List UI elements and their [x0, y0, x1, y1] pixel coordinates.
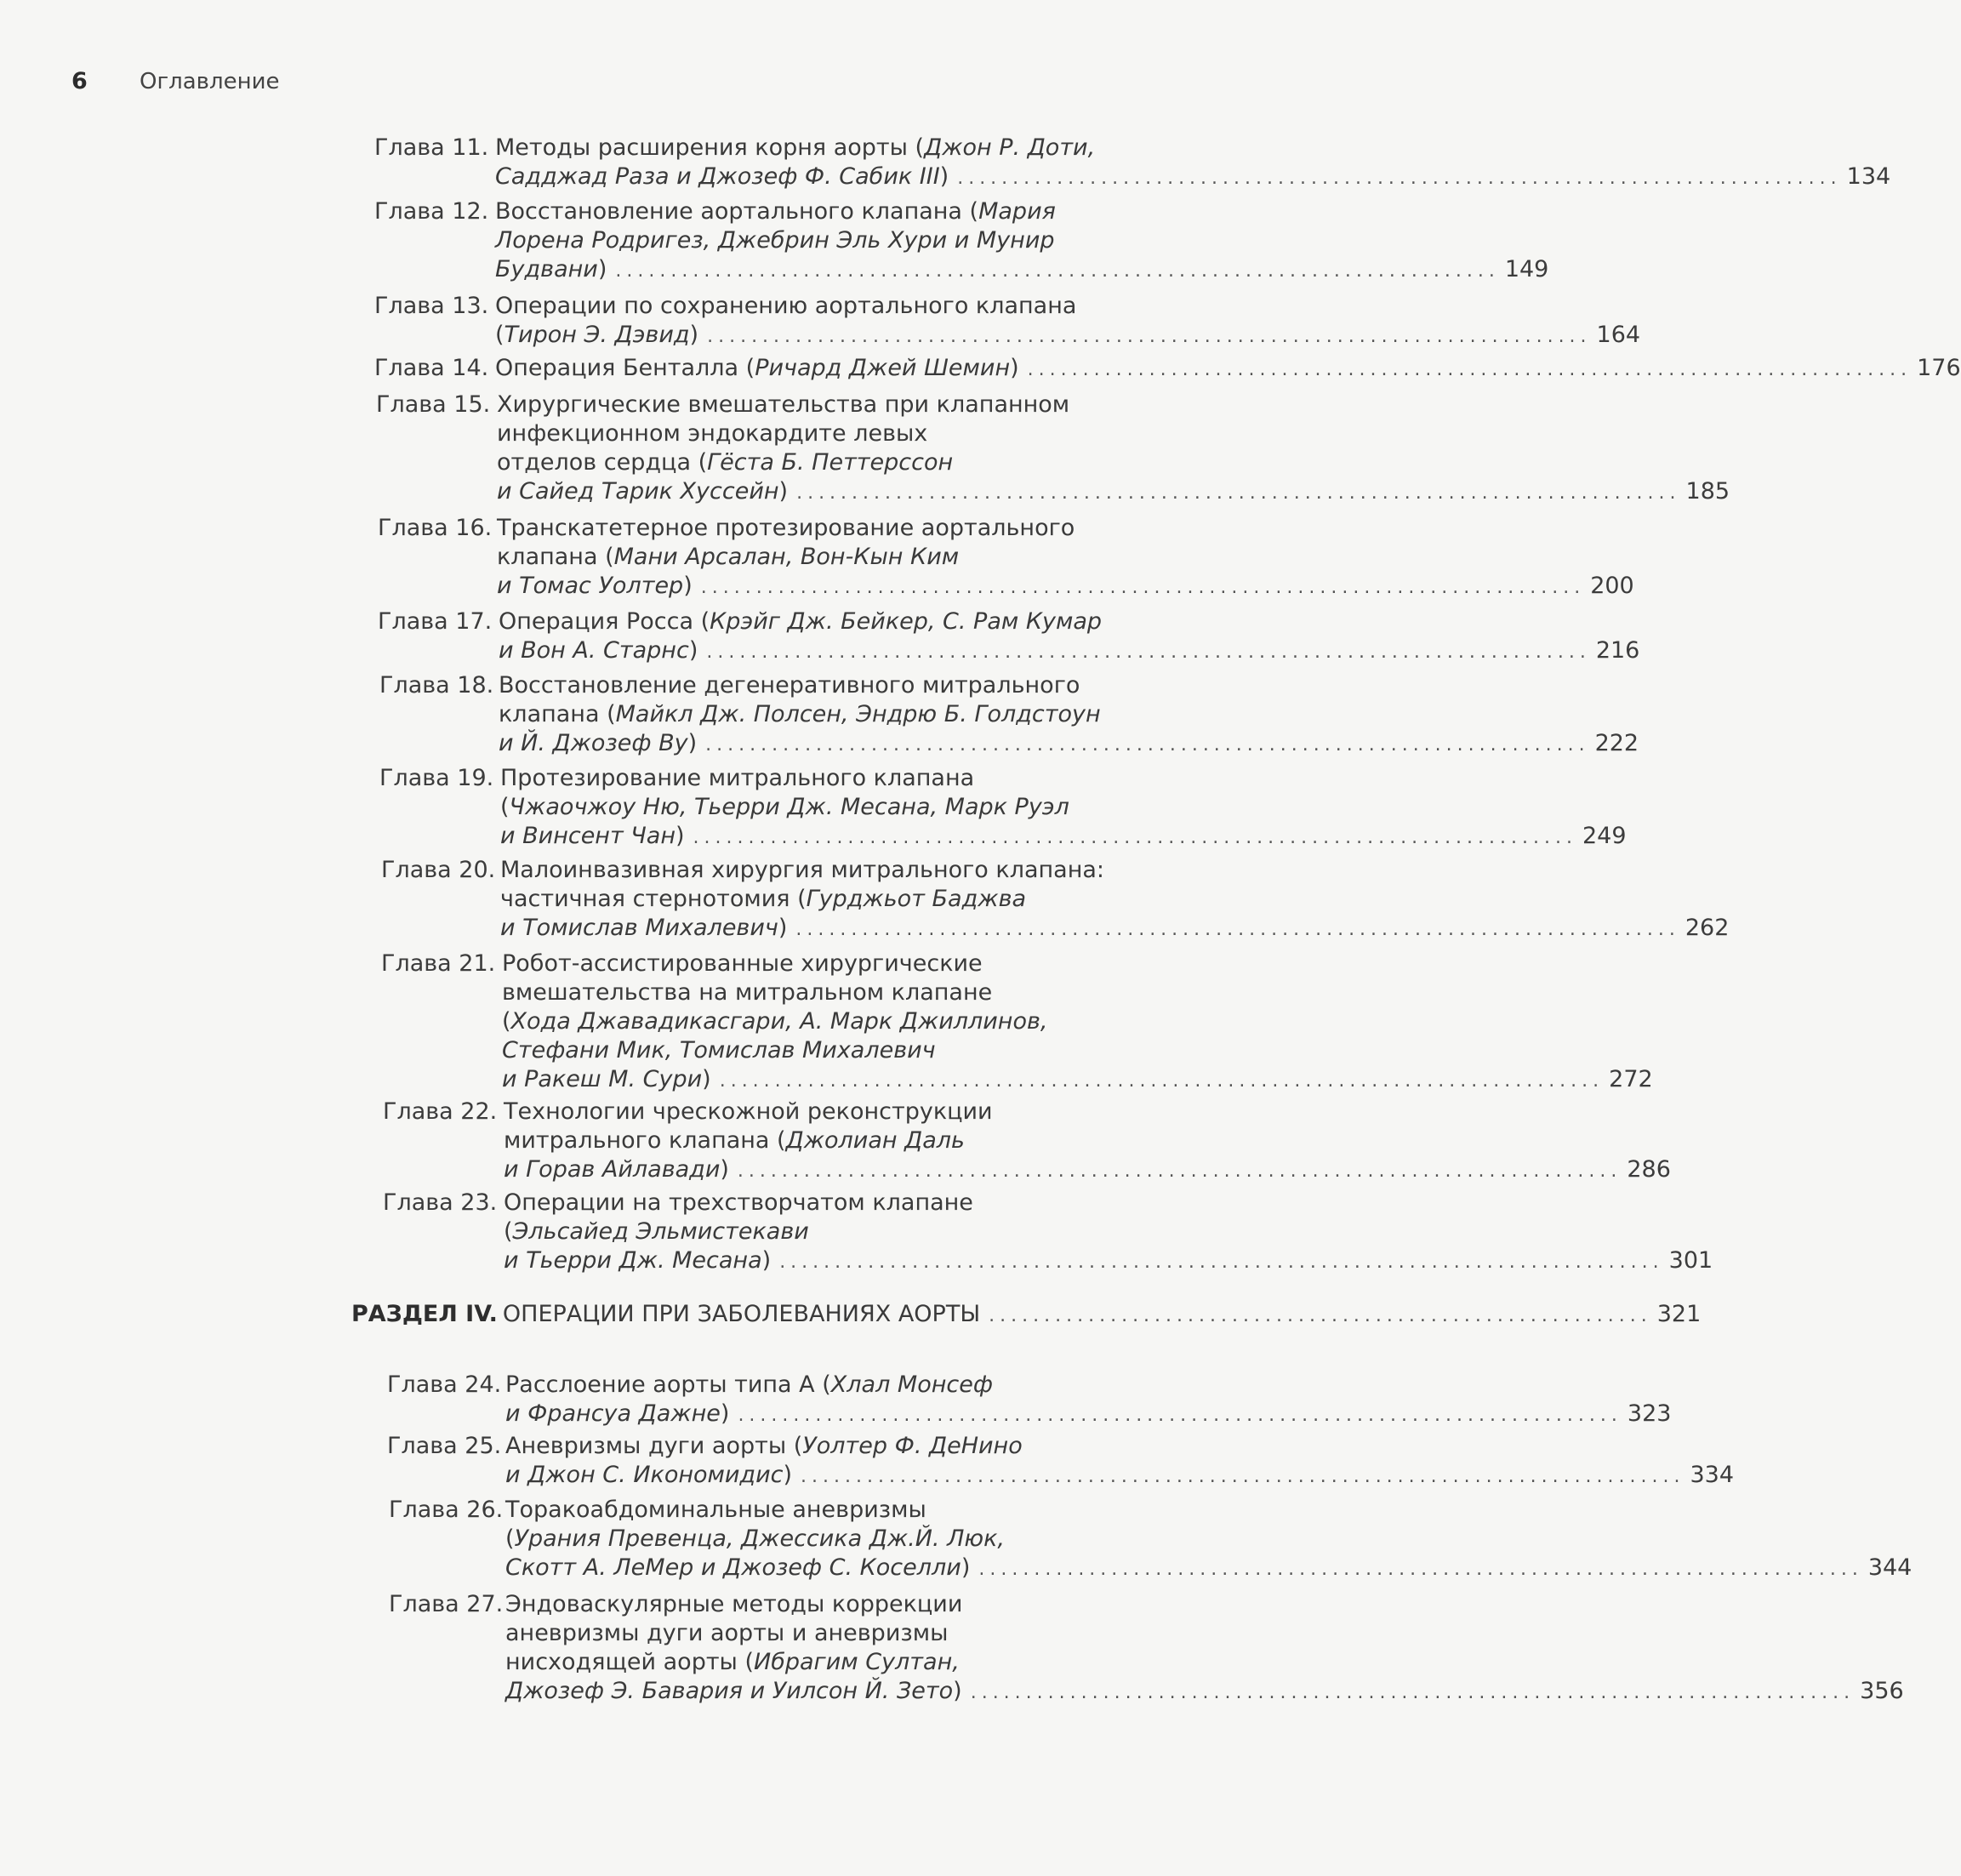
toc-entry[interactable] [379, 671, 1639, 758]
leader-dots: ................................................................................ [706, 641, 1591, 663]
page-ref: 176 [1917, 355, 1961, 381]
entry-line: клапана (Майкл Дж. Полсен, Эндрю Б. Голдстоун [499, 701, 1101, 727]
leader-dots: ................................................................................ [957, 168, 1842, 189]
leader-dots: ................................................................................ [779, 1252, 1664, 1273]
chapter-number: Глава 22. [383, 1098, 498, 1125]
entry-line: Стефани Мик, Томислав Михалевич [502, 1037, 936, 1063]
toc-entry[interactable] [389, 1590, 1904, 1706]
page-ref: 344 [1867, 1554, 1913, 1581]
toc-entry[interactable] [374, 292, 1641, 350]
entry-line: Эндоваскулярные методы коррекции [505, 1591, 963, 1617]
toc-entry[interactable] [387, 1371, 1672, 1428]
entry-line: (Тирон Э. Дэвид) [495, 322, 699, 348]
entry-line: Будвани) [495, 256, 607, 282]
page-ref: 272 [1609, 1066, 1653, 1092]
toc-entry[interactable] [383, 1189, 1713, 1275]
entry-line: Торакоабдоминальные аневризмы [505, 1497, 926, 1523]
entry-line: митрального клапана (Джолиан Даль [504, 1127, 965, 1154]
leader-dots: ................................................................................ [796, 482, 1681, 504]
page-ref: 321 [1656, 1301, 1702, 1327]
entry-line: (Урания Превенца, Джессика Дж.Й. Люк, [505, 1525, 1006, 1552]
chapter-number: Глава 27. [389, 1591, 504, 1617]
entry-line: Технологии чрескожной реконструкции [504, 1098, 993, 1125]
leader-dots: ................................................................................ [615, 260, 1500, 282]
entry-line: и Тьерри Дж. Месана) [504, 1247, 772, 1274]
entry-line: Операция Бенталла (Ричард Джей Шемин) [495, 355, 1019, 381]
toc-entry[interactable] [383, 1098, 1671, 1184]
entry-line: отделов сердца (Гёста Б. Петтерссон [497, 449, 954, 476]
page-ref: 149 [1504, 256, 1549, 282]
page-ref: 134 [1846, 163, 1891, 190]
page-ref: 323 [1627, 1400, 1672, 1427]
entry-line: нисходящей аорты (Ибрагим Султан, [505, 1649, 960, 1675]
page-ref: 334 [1690, 1462, 1735, 1488]
chapter-number: Глава 17. [378, 608, 493, 635]
toc-entry[interactable] [378, 607, 1640, 665]
entry-line: и Сайед Тарик Хуссейн) [497, 478, 789, 505]
entry-line: Малоинвазивная хирургия митрального клапана: [500, 857, 1105, 883]
chapter-number: Глава 13. [374, 293, 489, 319]
entry-line: клапана (Мани Арсалан, Вон-Кын Ким [497, 544, 960, 570]
section-label: РАЗДЕЛ IV. [351, 1301, 498, 1327]
chapter-number: Глава 23. [383, 1189, 498, 1216]
leader-dots: ................................................................................ [970, 1682, 1856, 1703]
leader-dots: ................................................................................ [705, 734, 1590, 756]
chapter-number: Глава 25. [387, 1433, 502, 1459]
chapter-number: Глава 15. [376, 391, 491, 418]
toc-entry[interactable] [378, 514, 1634, 601]
leader-dots: ................................................................................ [700, 577, 1586, 598]
entry-line: Транскатетерное протезирование аортального [497, 515, 1075, 541]
page-ref: 200 [1590, 573, 1634, 599]
entry-line: Лорена Родригез, Джебрин Эль Хури и Мунир [495, 227, 1055, 254]
entry-line: Аневризмы дуги аорты (Уолтер Ф. ДеНино [505, 1433, 1023, 1459]
leader-dots: ................................................................................ [978, 1559, 1863, 1580]
section-heading[interactable] [351, 1300, 1702, 1331]
entry-line: вмешательства на митральном клапане [502, 979, 993, 1006]
entry-line: и Винсент Чан) [500, 823, 685, 849]
entry-line: и Джон С. Икономидис) [505, 1462, 793, 1488]
page-ref: 249 [1582, 823, 1627, 849]
entry-line: Садджад Раза и Джозеф Ф. Сабик III) [495, 163, 949, 190]
entry-line: и Ракеш М. Сури) [502, 1066, 711, 1092]
toc-entry[interactable] [381, 856, 1730, 943]
chapter-number: Глава 19. [379, 765, 494, 791]
entry-line: аневризмы дуги аорты и аневризмы [505, 1620, 949, 1646]
entry-line: и Вон А. Старнс) [499, 637, 698, 664]
toc-entry[interactable] [374, 354, 1961, 383]
leader-dots: ................................................................................ [795, 919, 1680, 940]
page-ref: 222 [1594, 730, 1639, 756]
chapter-number: Глава 24. [387, 1371, 502, 1398]
leader-dots: ................................................................................ [693, 827, 1577, 848]
entry-line: частичная стернотомия (Гурджьот Баджва [500, 886, 1027, 912]
toc-entry[interactable] [389, 1496, 1913, 1582]
entry-line: Восстановление дегенеративного митрального [499, 672, 1080, 699]
leader-dots: ................................................................................ [719, 1070, 1605, 1092]
page-ref: 185 [1685, 478, 1730, 505]
entry-line: Протезирование митрального клапана [500, 765, 975, 791]
entry-line: (Эльсайед Эльмистекави [504, 1218, 809, 1245]
running-title: Оглавление [140, 69, 280, 94]
entry-line: и Горав Айлавади) [504, 1156, 729, 1183]
chapter-number: Глава 18. [379, 672, 494, 699]
leader-dots: ................................................................................ [1027, 359, 1913, 380]
running-header [71, 68, 280, 102]
page-ref: 262 [1685, 915, 1730, 941]
entry-line: Операция Росса (Крэйг Дж. Бейкер, С. Рам Кумар [499, 608, 1103, 635]
entry-line: инфекционном эндокардите левых [497, 420, 928, 447]
chapter-number: Глава 21. [381, 950, 496, 977]
toc-entry[interactable] [374, 197, 1549, 284]
page-ref: 301 [1668, 1247, 1713, 1274]
toc-entry[interactable] [381, 949, 1653, 1094]
entry-line: Операции на трехстворчатом клапане [504, 1189, 973, 1216]
entry-line: Джозеф Э. Бавария и Уилсон Й. Зето) [505, 1678, 962, 1704]
entry-line: Хирургические вмешательства при клапанном [497, 391, 1070, 418]
entry-line: и Франсуа Дажне) [505, 1400, 730, 1427]
entry-line: (Хода Джавадикасгари, А. Марк Джиллинов, [502, 1008, 1048, 1035]
toc-entry[interactable] [376, 391, 1730, 506]
entry-line: Методы расширения корня аорты (Джон Р. Доти, [495, 134, 1096, 161]
entry-line: и Томислав Михалевич) [500, 915, 788, 941]
chapter-number: Глава 12. [374, 198, 489, 225]
chapter-number: Глава 20. [381, 857, 496, 883]
entry-line: Операции по сохранению аортального клапана [495, 293, 1077, 319]
leader-dots: ................................................................................ [801, 1466, 1685, 1487]
entry-line: и Томас Уолтер) [497, 573, 693, 599]
section-title: ОПЕРАЦИИ ПРИ ЗАБОЛЕВАНИЯХ АОРТЫ [502, 1301, 981, 1327]
page-ref: 286 [1627, 1156, 1671, 1183]
chapter-number: Глава 16. [378, 515, 493, 541]
chapter-number: Глава 14. [374, 355, 489, 381]
page-number: 6 [71, 68, 88, 94]
leader-dots: ............................................................ [989, 1305, 1652, 1326]
entry-line: и Й. Джозеф Ву) [499, 730, 698, 756]
page-ref: 164 [1596, 322, 1641, 348]
page-ref: 216 [1595, 637, 1640, 664]
leader-dots: ................................................................................ [738, 1405, 1622, 1426]
toc-entry[interactable] [374, 134, 1891, 191]
toc-entry[interactable] [379, 764, 1627, 851]
leader-dots: ................................................................................ [707, 326, 1592, 347]
entry-line: Скотт А. ЛеМер и Джозеф С. Коселли) [505, 1554, 971, 1581]
entry-line: (Чжаочжоу Ню, Тьерри Дж. Месана, Марк Руэл [500, 794, 1069, 820]
entry-line: Робот-ассистированные хирургические [502, 950, 983, 977]
toc-entry[interactable] [387, 1432, 1735, 1490]
entry-line: Расслоение аорты типа А (Хлал Монсеф [505, 1371, 993, 1398]
chapter-number: Глава 26. [389, 1497, 504, 1523]
page-ref: 356 [1860, 1678, 1904, 1704]
chapter-number: Глава 11. [374, 134, 489, 161]
leader-dots: ................................................................................ [737, 1160, 1622, 1182]
entry-line: Восстановление аортального клапана (Мария [495, 198, 1056, 225]
